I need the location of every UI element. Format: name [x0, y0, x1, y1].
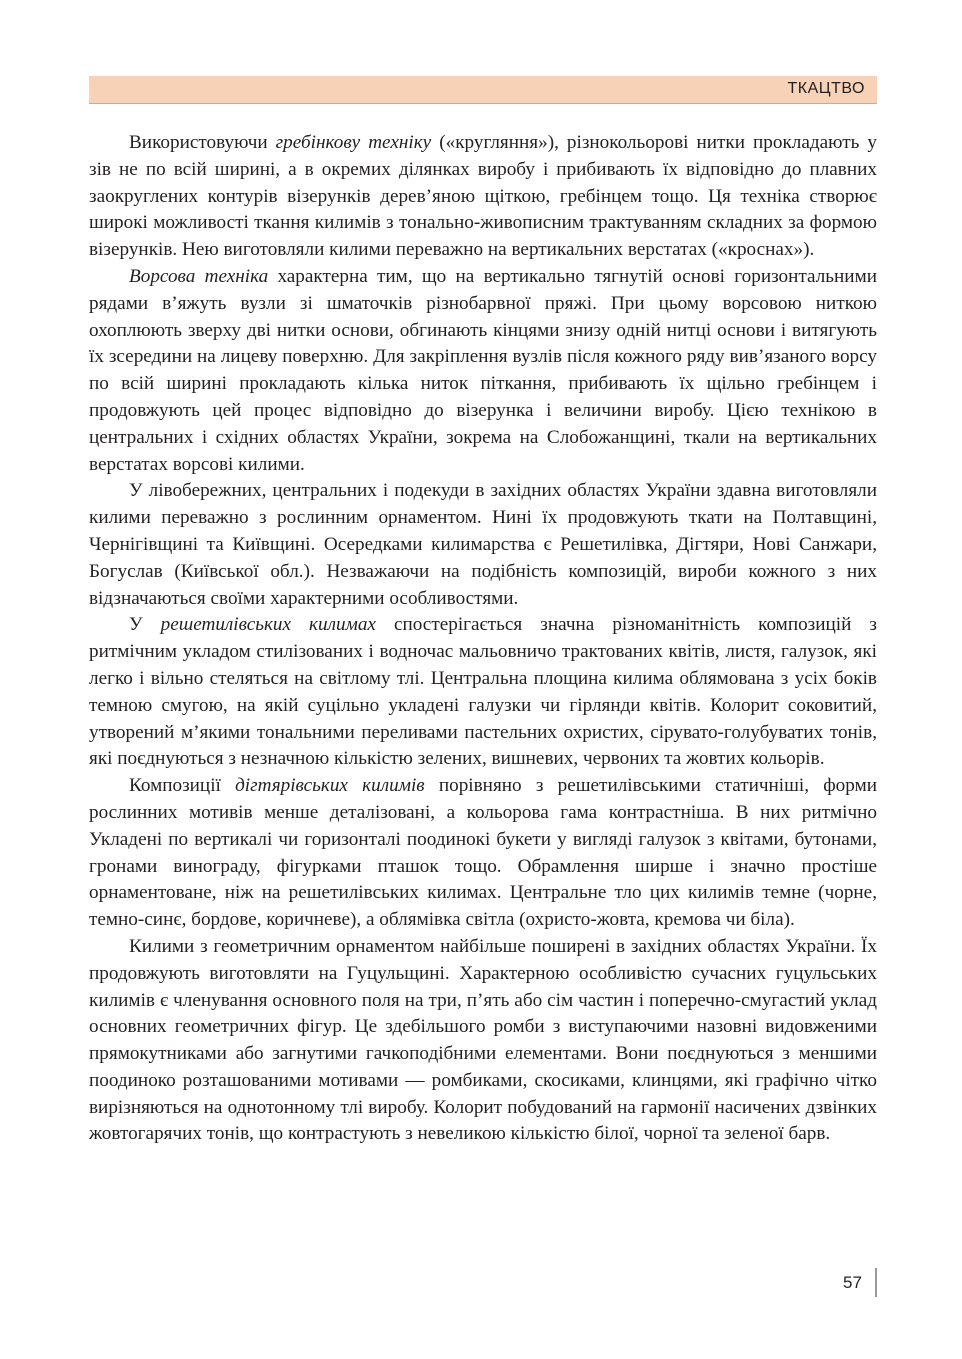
paragraph-geometric-ornament: Килими з геометричним орнаментом найбільше поширені в західних областях України. Їх продовжують виготовляти на Гуцульщині. Характерною особливістю сучасних гуцульських килимів є членування основного поля на три, п’ять або сім частин і поперечно-смугастий уклад основних геометричних фігур. Це здебільшого ромби з виступаючими назовні видовженими прямокутниками або загнутими гачкоподібними елементами. Вони поєднуються з меншими поодиноко розташованими мотивами — ромбиками, скосиками, клинцями, які графічно чітко вирізняються на однотонному тлі виробу. Колорит побудований на гармонії насичених дзвінких жовтогарячих тонів, що контрастують з невеликою кількістю білої, чорної та зеленої барв. — [89, 935, 877, 1145]
paragraph-comb-technique: Використовуючи гребінкову техніку («кругляння»), різнокольорові нитки прокладають у зів не по всій ширині, а в окремих ділянках виробу і прибивають їх відповідно до плавних заокруглених контурів візерунків дерев’яною щіткою, гребінцем тощо. Ця техніка створює широкі можливості ткання килимів з тонально-живописним трактуванням складних за формою візерунків. Нею виготовляли килими переважно на вертикальних верстатах («кроснах»). — [89, 132, 877, 261]
term-reshetylivka-carpets: решетилівських килимах — [160, 614, 376, 636]
paragraph-plant-ornament: У лівобережних, центральних і подекуди в західних областях України здавна виготовляли килими переважно з рослинним орнаментом. Нині їх продовжують ткати на Полтавщині, Чернігівщині та Київщині. Осередками килимарства є Решетилівка, Дігтяри, Нові Санжари, Богуслав (Київської обл.). Незважаючи на подібність композицій, вироби кожного з них відзначаються своїми характерними особливостями. — [89, 480, 877, 609]
term-pile-technique: Ворсова техніка — [129, 265, 269, 287]
section-title: ТКАЦТВО — [787, 80, 865, 97]
running-header-bar — [89, 76, 877, 104]
paragraph-dihtiary: Композиції дігтярівських килимів порівняно з решетилівськими статичніші, форми рослинних мотивів менше деталізовані, а кольорова гама контрастніша. В них ритмічно Укладені по вертикалі чи горизонталі поодинокі букети у вигляді галузок з квітами, бутонами, гронами винограду, фігурками пташок тощо. Обрамлення ширше і значно простіше орнаментоване, ніж на решетилівських килимах. Центральне тло цих килимів темне (чорне, темно-синє, бордове, коричневе), а облямівка світла (охристо-жовта, кремова чи біла). — [89, 775, 877, 931]
page-number: 57 — [843, 1273, 862, 1292]
body-text — [89, 130, 877, 1148]
paragraph-reshetylivka: У решетилівських килимах спостерігається значна різноманітність композицій з ритмічним укладом стилізованих і водночас мальовничо трактованих квітів, листя, галузок, які легко і вільно стеляться на світлому тлі. Центральна площина килима облямована з усіх боків темною смугою, на якій суцільно укладені галузки чи гірлянди квітів. Колорит соковитий, утворений м’якими тональними переливами пастельних охристих, сірувато-голубуватих тонів, які поєднуються з незначною кількістю зелених, вишневих, червоних та жовтих кольорів. — [89, 614, 877, 770]
page-number-rule — [875, 1268, 877, 1297]
term-dihtiary-carpets: дігтярівських килимів — [235, 775, 425, 797]
term-comb-technique: гребінкову техніку — [275, 132, 432, 153]
paragraph-pile-technique: Ворсова техніка характерна тим, що на вертикально тягнутій основі горизонтальними рядами в’яжуть вузли зі шматочків різнобарвної пряжі. При цьому ворсовою ниткою охоплюють зверху дві нитки основи, обгинають кінцями знизу одній нитці основи і витягують їх зсередини на лицеву поверхню. Для закріплення вузлів після кожного ряду вив’язаного ворсу по всій ширині прокладають кілька ниток піткання, прибивають їх щільно гребінцем і продовжують цей процес відповідно до візерунка і величини виробу. Цією технікою в центральних і східних областях України, зокрема на Слобожанщині, ткали на вертикальних верстатах ворсові килими. — [89, 265, 877, 475]
